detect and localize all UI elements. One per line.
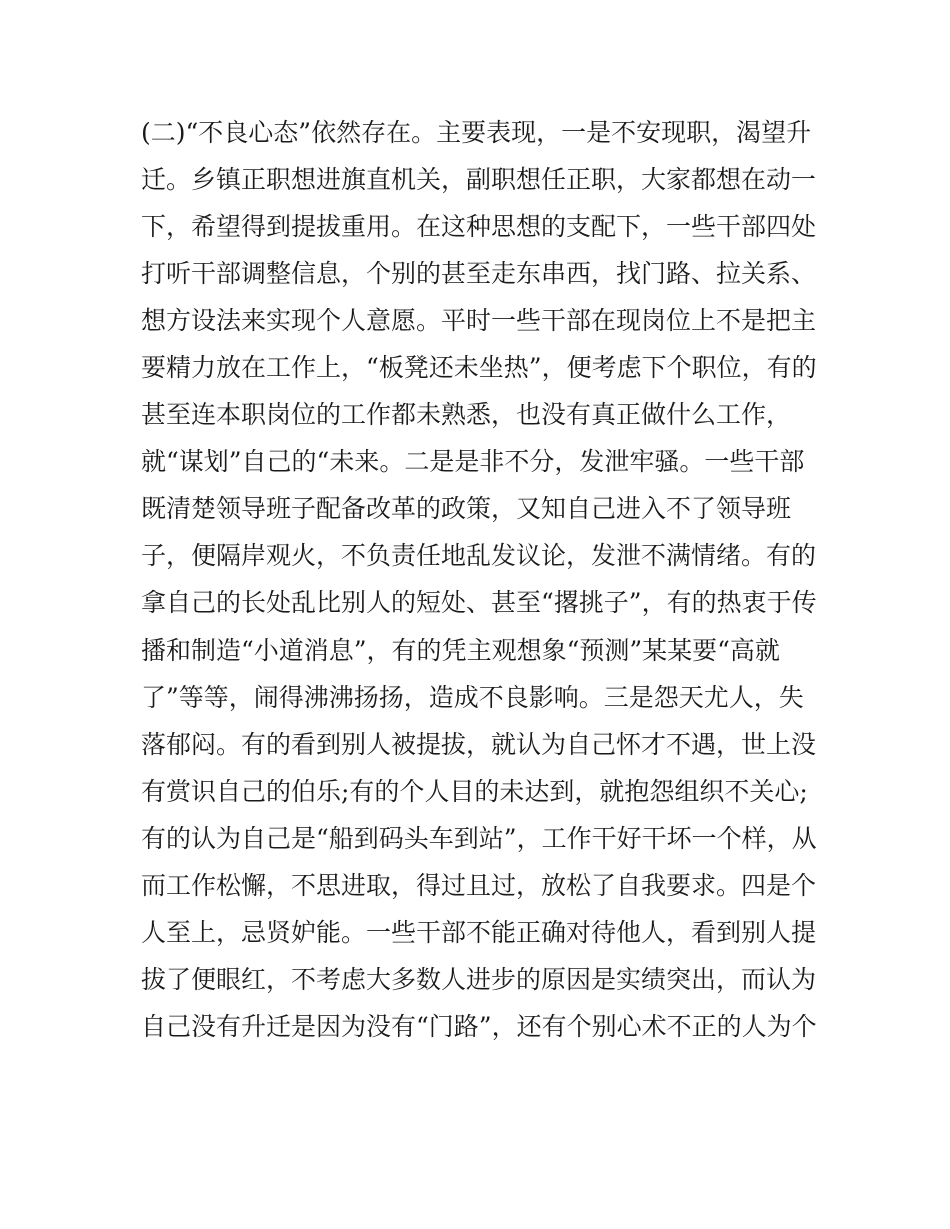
text-line: 拿自己的长处乱比别人的短处、甚至“撂挑子”，有的热衷于传 [141, 588, 817, 618]
text-line: 既清楚领导班子配备改革的政策，又知自己进入不了领导班 [141, 494, 792, 524]
text-line: 就“谋划”自己的“未来。二是是非不分，发泄牢骚。一些干部 [141, 447, 805, 477]
text-line: 而工作松懈，不思进取，得过且过，放松了自我要求。四是个 [141, 870, 817, 900]
text-line: 自己没有升迁是因为没有“门路”，还有个别心术不正的人为个 [141, 1011, 817, 1041]
text-line: 播和制造“小道消息”，有的凭主观想象“预测”某某要“高就 [141, 635, 780, 665]
text-line: 想方设法来实现个人意愿。平时一些干部在现岗位上不是把主 [141, 306, 817, 336]
body-paragraph [141, 110, 821, 1051]
text-line: 人至上，忌贤妒能。一些干部不能正确对待他人，看到别人提 [141, 917, 817, 947]
text-line: 要精力放在工作上，“板凳还未坐热”，便考虑下个职位，有的 [141, 353, 817, 383]
text-line: 拔了便眼红，不考虑大多数人进步的原因是实绩突出，而认为 [141, 964, 817, 994]
text-line: 下，希望得到提拔重用。在这种思想的支配下，一些干部四处 [141, 212, 817, 242]
text-line: 子，便隔岸观火，不负责任地乱发议论，发泄不满情绪。有的 [141, 541, 817, 571]
text-line: 有赏识自己的伯乐;有的个人目的未达到，就抱怨组织不关心; [141, 776, 808, 806]
text-line: 甚至连本职岗位的工作都未熟悉，也没有真正做什么工作， [141, 400, 792, 430]
text-line: 落郁闷。有的看到别人被提拔，就认为自己怀才不遇，世上没 [141, 729, 817, 759]
text-line: 了”等等，闹得沸沸扬扬，造成不良影响。三是怨天尤人，失 [141, 682, 804, 712]
text-line: 迁。乡镇正职想进旗直机关，副职想任正职，大家都想在动一 [141, 165, 817, 195]
text-line: 有的认为自己是“船到码头车到站”，工作干好干坏一个样，从 [141, 823, 817, 853]
text-line: (二)“不良心态”依然存在。主要表现，一是不安现职，渴望升 [141, 118, 812, 147]
text-line: 打听干部调整信息，个别的甚至走东串西，找门路、拉关系、 [141, 259, 817, 289]
